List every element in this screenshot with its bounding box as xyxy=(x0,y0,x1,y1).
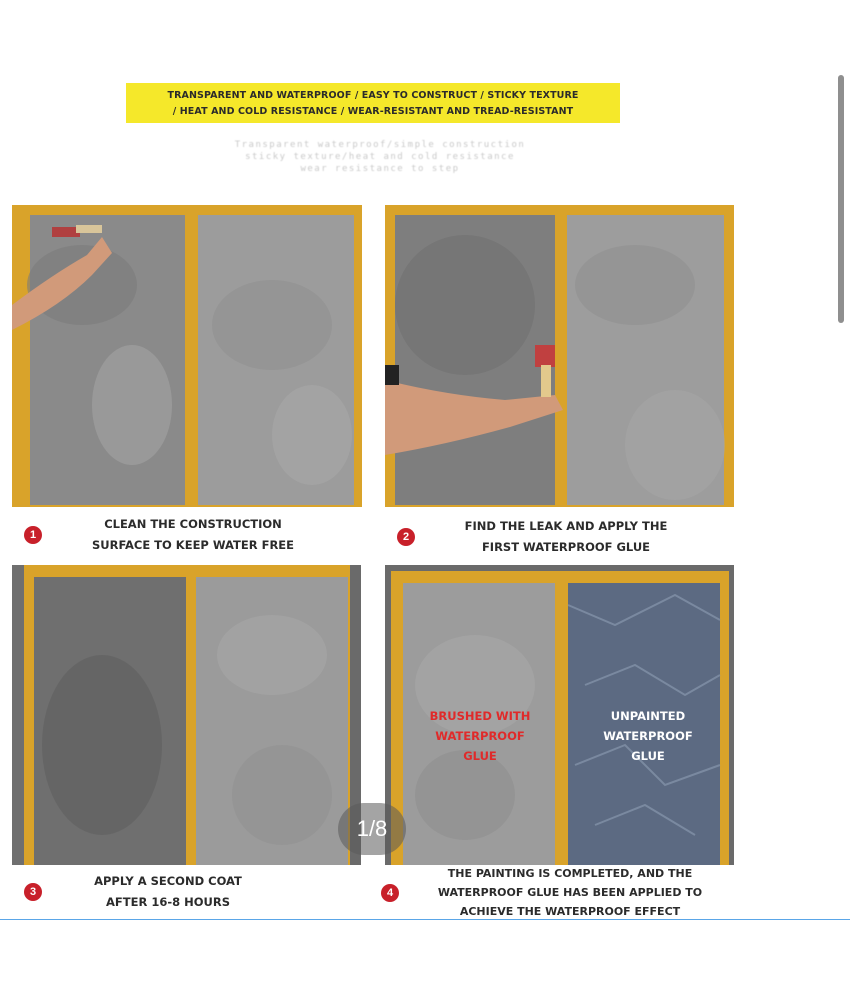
step-number-badge: 3 xyxy=(24,883,42,901)
banner-line-1: TRANSPARENT AND WATERPROOF / EASY TO CONSTRUCT / STICKY TEXTURE xyxy=(167,90,579,101)
unpainted-label-line-1: UNPAINTED xyxy=(610,709,686,723)
step-4-caption xyxy=(399,864,741,921)
scrollbar-thumb[interactable] xyxy=(838,75,844,323)
step-2-photo xyxy=(385,205,734,507)
unpainted-label xyxy=(573,706,723,766)
step-1-line-2: SURFACE TO KEEP WATER FREE xyxy=(91,538,295,552)
step-number-badge: 1 xyxy=(24,526,42,544)
step-1-photo xyxy=(12,205,362,507)
brushed-label-line-1: BRUSHED WITH xyxy=(429,709,531,723)
step-3-line-2: AFTER 16-8 HOURS xyxy=(106,895,230,909)
step-2 xyxy=(397,516,717,558)
step-2-line-1: FIND THE LEAK AND APPLY THE xyxy=(464,519,668,533)
faint-subtitle xyxy=(170,139,590,175)
step-4-line-3: ACHIEVE THE WATERPROOF EFFECT xyxy=(459,905,681,918)
faint-line-1: Transparent waterproof/simple construction xyxy=(234,140,526,150)
step-2-line-2: FIRST WATERPROOF GLUE xyxy=(481,540,651,554)
step-4-line-1: THE PAINTING IS COMPLETED, AND THE xyxy=(447,867,693,880)
step-1-caption xyxy=(42,514,344,556)
faint-line-3: wear resistance to step xyxy=(300,164,460,174)
step-3-line-1: APPLY A SECOND COAT xyxy=(94,874,242,888)
step-3-caption xyxy=(42,871,294,913)
step-1 xyxy=(24,514,344,556)
brushed-label xyxy=(405,706,555,766)
unpainted-label-line-3: GLUE xyxy=(631,749,665,763)
step-4-line-2: WATERPROOF GLUE HAS BEEN APPLIED TO xyxy=(437,886,703,899)
headline-banner xyxy=(126,83,620,123)
step-number-badge: 4 xyxy=(381,884,399,902)
brushed-label-line-2: WATERPROOF xyxy=(435,729,525,743)
banner-line-2: / HEAT AND COLD RESISTANCE / WEAR-RESISTANT AND TREAD-RESISTANT xyxy=(172,106,574,117)
image-counter: 1/8 xyxy=(338,803,406,855)
step-2-caption xyxy=(415,516,717,558)
step-3 xyxy=(24,871,294,913)
unpainted-label-line-2: WATERPROOF xyxy=(603,729,693,743)
step-3-photo xyxy=(12,565,361,865)
brushed-label-line-3: GLUE xyxy=(463,749,497,763)
step-4 xyxy=(381,864,741,921)
faint-line-2: sticky texture/heat and cold resistance xyxy=(245,152,515,162)
divider xyxy=(0,919,850,920)
step-number-badge: 2 xyxy=(397,528,415,546)
step-1-line-1: CLEAN THE CONSTRUCTION xyxy=(104,517,282,531)
